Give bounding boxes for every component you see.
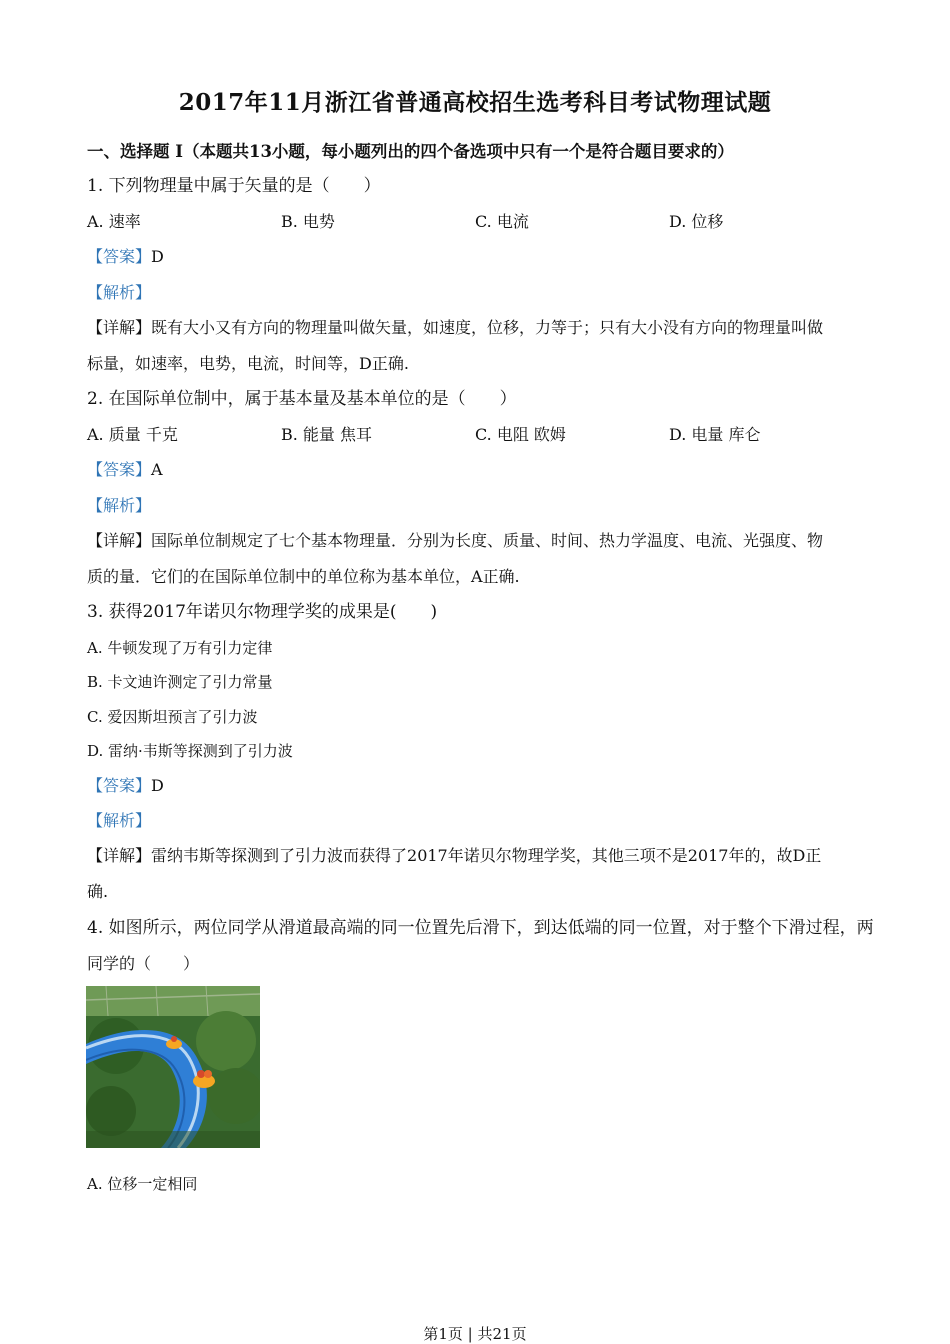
answer-tag: 【答案】 bbox=[87, 460, 152, 479]
q3-detail-line-2: 确. bbox=[87, 882, 109, 901]
question-1-stem: 1. 下列物理量中属于矢量的是（ ） bbox=[87, 176, 381, 196]
q1-option-b: B. 电势 bbox=[281, 212, 335, 231]
q2-option-a: A. 质量 千克 bbox=[87, 425, 178, 444]
q2-detail-text: 国际单位制规定了七个基本物理量．分别为长度、质量、时间、热力学温度、电流、光强度、物 bbox=[151, 531, 824, 550]
section-heading: 一、选择题 I（本题共13小题，每小题列出的四个备选项中只有一个是符合题目要求的） bbox=[87, 142, 734, 161]
analysis-tag: 【解析】 bbox=[87, 811, 152, 830]
analysis-tag: 【解析】 bbox=[87, 496, 152, 515]
q3-detail-line-1 bbox=[87, 846, 821, 866]
q2-detail-line-2: 质的量．它们的在国际单位制中的单位称为基本单位，A正确. bbox=[87, 567, 520, 586]
q3-option-c: C. 爱因斯坦预言了引力波 bbox=[87, 708, 258, 726]
page-footer: 第1页 | 共21页 bbox=[423, 1325, 527, 1343]
q3-option-a: A. 牛顿发现了万有引力定律 bbox=[87, 639, 273, 657]
analysis-tag: 【解析】 bbox=[87, 283, 152, 302]
q3-answer bbox=[87, 776, 164, 796]
q1-analysis bbox=[87, 283, 151, 303]
q4-option-a: A. 位移一定相同 bbox=[87, 1175, 198, 1193]
q3-option-b: B. 卡文迪许测定了引力常量 bbox=[87, 673, 273, 691]
q1-option-a: A. 速率 bbox=[87, 212, 141, 231]
question-4-stem-line-1: 4. 如图所示，两位同学从滑道最高端的同一位置先后滑下，到达低端的同一位置，对于整个下滑过程，两 bbox=[87, 918, 874, 938]
q2-detail-line-1 bbox=[87, 531, 823, 551]
q3-detail-text: 雷纳韦斯等探测到了引力波而获得了2017年诺贝尔物理学奖，其他三项不是2017年的，故D正 bbox=[151, 846, 822, 865]
q3-option-d: D. 雷纳·韦斯等探测到了引力波 bbox=[87, 742, 293, 760]
question-2-stem: 2. 在国际单位制中，属于基本量及基本单位的是（ ） bbox=[87, 389, 517, 409]
answer-tag: 【答案】 bbox=[87, 776, 152, 795]
q2-option-d: D. 电量 库仑 bbox=[669, 425, 761, 444]
q2-analysis bbox=[87, 496, 151, 516]
water-slide-photo bbox=[86, 986, 260, 1148]
question-4-stem-line-2: 同学的（ ） bbox=[87, 954, 200, 973]
question-3-stem: 3. 获得2017年诺贝尔物理学奖的成果是( ) bbox=[87, 602, 438, 622]
detail-tag: 【详解】 bbox=[87, 846, 152, 865]
q1-answer-value: D bbox=[151, 247, 164, 266]
q1-option-c: C. 电流 bbox=[475, 212, 529, 231]
q1-option-d: D. 位移 bbox=[669, 212, 724, 231]
q1-detail-text: 既有大小又有方向的物理量叫做矢量，如速度，位移，力等于；只有大小没有方向的物理量叫做 bbox=[151, 318, 824, 337]
detail-tag: 【详解】 bbox=[87, 531, 152, 550]
water-slide-illustration bbox=[86, 986, 260, 1148]
q3-answer-value: D bbox=[151, 776, 164, 795]
q2-option-b: B. 能量 焦耳 bbox=[281, 425, 373, 444]
q1-answer bbox=[87, 247, 164, 267]
q2-option-c: C. 电阻 欧姆 bbox=[475, 425, 566, 444]
q3-analysis bbox=[87, 811, 151, 831]
q1-detail-line-2: 标量，如速率，电势，电流，时间等，D正确. bbox=[87, 354, 409, 373]
q2-answer-value: A bbox=[151, 460, 163, 479]
answer-tag: 【答案】 bbox=[87, 247, 152, 266]
q1-detail-line-1 bbox=[87, 318, 823, 338]
detail-tag: 【详解】 bbox=[87, 318, 152, 337]
q2-answer bbox=[87, 460, 163, 480]
page-title: 2017年11月浙江省普通高校招生选考科目考试物理试题 bbox=[178, 89, 772, 116]
